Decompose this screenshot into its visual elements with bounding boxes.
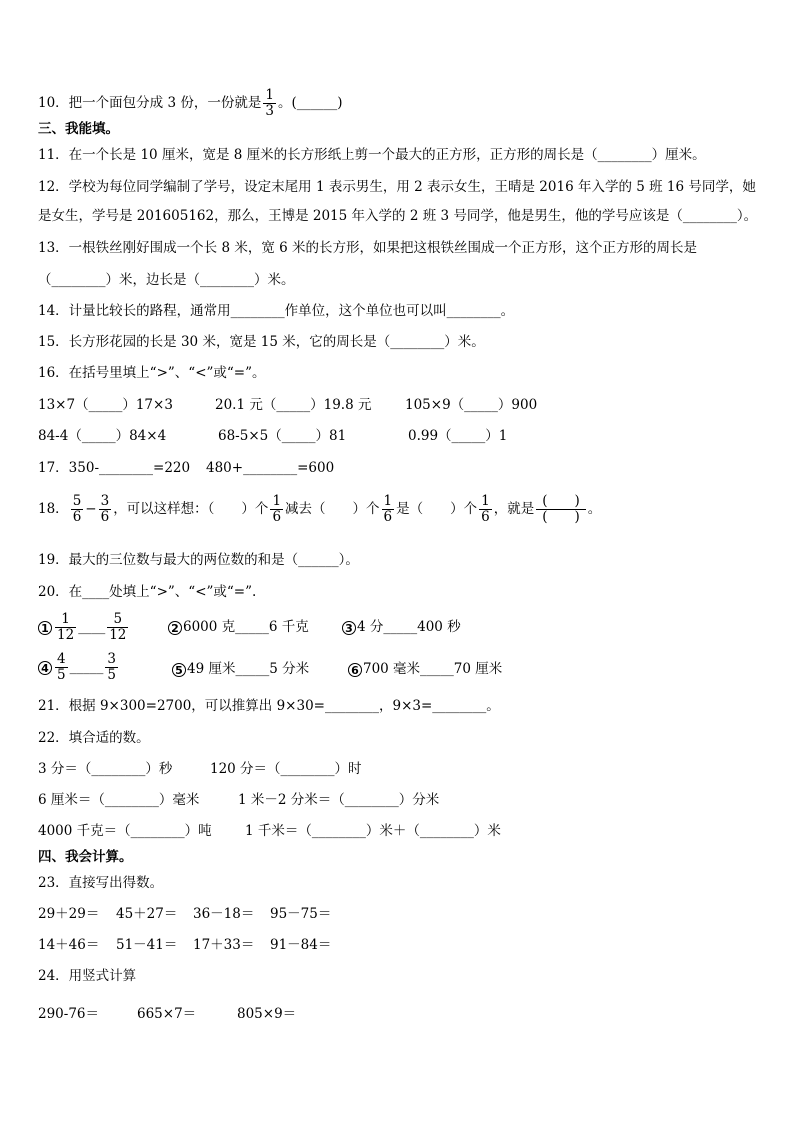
q16-item: 105×9（_____）900 xyxy=(405,397,538,413)
q22-item: 120 分＝（________）时 xyxy=(210,761,362,777)
q10-text: 10．把一个面包分成 3 份，一份就是 xyxy=(38,95,262,111)
q18-unit-fraction: $\frac{1}{6}$ xyxy=(272,493,282,525)
q16-item: 13×7（_____）17×3 xyxy=(38,397,173,413)
circled-number: 3 xyxy=(342,621,356,635)
q16-item: 68-5×5（_____）81 xyxy=(218,428,347,444)
q18-fraction-b: $\frac{3}{6}$ xyxy=(100,493,110,525)
question-20-title: 20．在____处填上“>”、“<”或“=”. xyxy=(38,584,257,600)
question-19: 19．最大的三位数与最大的两位数的和是（______）。 xyxy=(38,552,359,568)
q23-item: 29＋29＝ xyxy=(38,906,100,922)
question-14: 14．计量比较长的路程，通常用________作单位，这个单位也可以叫________。 xyxy=(38,303,515,319)
q23-item: 36－18＝ xyxy=(193,906,255,922)
question-18: 18． $\frac{5}{6}$ − $\frac{3}{6}$ ，可以这样想：（ ）个 $\frac{1}{6}$ 减去（ ）个 $\frac{1}{6}$ 是（ ）个 $\frac{1}{6}$ ，就是 $\frac{( )}{( )}$ 。 xyxy=(38,493,602,525)
q20-item-3: 3 4 分_____400 秒 xyxy=(342,618,461,636)
circled-number: 1 xyxy=(38,621,52,635)
q24-item: 805×9＝ xyxy=(237,1006,297,1022)
q24-item: 290-76＝ xyxy=(38,1006,100,1022)
q18-unit-fraction: $\frac{1}{6}$ xyxy=(383,493,393,525)
q22-item: 6 厘米＝（________）毫米 xyxy=(38,792,200,808)
q23-item: 51－41＝ xyxy=(116,937,178,953)
q23-item: 91－84＝ xyxy=(270,937,332,953)
q10-answer-blank: 。(______) xyxy=(277,95,343,111)
q23-item: 45＋27＝ xyxy=(116,906,178,922)
q22-item: 4000 千克＝（________）吨 xyxy=(38,823,212,839)
q24-item: 665×7＝ xyxy=(137,1006,197,1022)
question-21: 21．根据 9×300=2700，可以推算出 9×30=________，9×3=________。 xyxy=(38,698,500,714)
q23-item: 17＋33＝ xyxy=(193,937,255,953)
q16-item: 0.99（_____）1 xyxy=(408,428,508,444)
q22-item: 1 米－2 分米＝（________）分米 xyxy=(238,792,440,808)
q20-item-2: 2 6000 克_____6 千克 xyxy=(168,618,309,636)
q22-item: 1 千米＝（________）米＋（________）米 xyxy=(245,823,501,839)
question-22-title: 22．填合适的数。 xyxy=(38,730,150,746)
circled-number: 6 xyxy=(348,663,362,677)
q18-unit-fraction: $\frac{1}{6}$ xyxy=(481,493,490,525)
q16-item: 84-4（_____）84×4 xyxy=(38,428,167,444)
question-13-line-1: 13．一根铁丝刚好围成一个长 8 米，宽 6 米的长方形，如果把这根铁丝围成一个正方形，这个正方形的周长是 xyxy=(38,240,698,256)
question-11: 11．在一个长是 10 厘米，宽是 8 厘米的长方形纸上剪一个最大的正方形，正方形的周长是（________）厘米。 xyxy=(38,147,706,163)
question-12-line-1: 12．学校为每位同学编制了学号，设定末尾用 1 表示男生，用 2 表示女生，王晴是 2016 年入学的 5 班 16 号同学，她 xyxy=(38,179,756,195)
q16-item: 20.1 元（_____）19.8 元 xyxy=(215,397,372,413)
section-4-header: 四、我会计算。 xyxy=(38,849,133,865)
q20-item-4: 4 $\frac{4}{5}$ _____ $\frac{3}{5}$ xyxy=(38,652,120,683)
circled-number: 4 xyxy=(38,661,52,675)
section-3-header: 三、我能填。 xyxy=(38,121,119,137)
question-12-line-2: 是女生，学号是 201605162，那么，王博是 2015 年入学的 2 班 3 号同学，他是男生，他的学号应该是（________）。 xyxy=(38,208,758,224)
question-15: 15．长方形花园的长是 30 米，宽是 15 米，它的周长是（________）米。 xyxy=(38,334,485,350)
circled-number: 2 xyxy=(168,621,182,635)
q23-item: 95－75＝ xyxy=(270,906,332,922)
q22-item: 3 分＝（________）秒 xyxy=(38,761,173,777)
q20-item-5: 5 49 厘米_____5 分米 xyxy=(172,660,309,678)
q20-item-1: 1 $\frac{1}{12}$ ____ $\frac{5}{12}$ xyxy=(38,612,130,643)
question-17-a: 17．350-________=220 xyxy=(38,460,191,476)
question-10 xyxy=(38,88,343,119)
q18-fraction-a: $\frac{5}{6}$ xyxy=(72,493,82,525)
q20-item-6: 6 700 毫米_____70 厘米 xyxy=(348,660,502,678)
q10-fraction: $\frac{1}{3}$ xyxy=(265,87,274,119)
question-13-line-2: （________）米，边长是（________）米。 xyxy=(38,272,295,288)
question-16-title: 16．在括号里填上“>”、“<”或“=”。 xyxy=(38,365,266,381)
q23-item: 14＋46＝ xyxy=(38,937,100,953)
question-23-title: 23．直接写出得数。 xyxy=(38,875,164,891)
circled-number: 5 xyxy=(172,663,186,677)
q18-answer-fraction: $\frac{( )}{( )}$ xyxy=(536,494,586,525)
question-24-title: 24．用竖式计算 xyxy=(38,968,137,984)
question-17-b: 480+________=600 xyxy=(206,460,335,476)
